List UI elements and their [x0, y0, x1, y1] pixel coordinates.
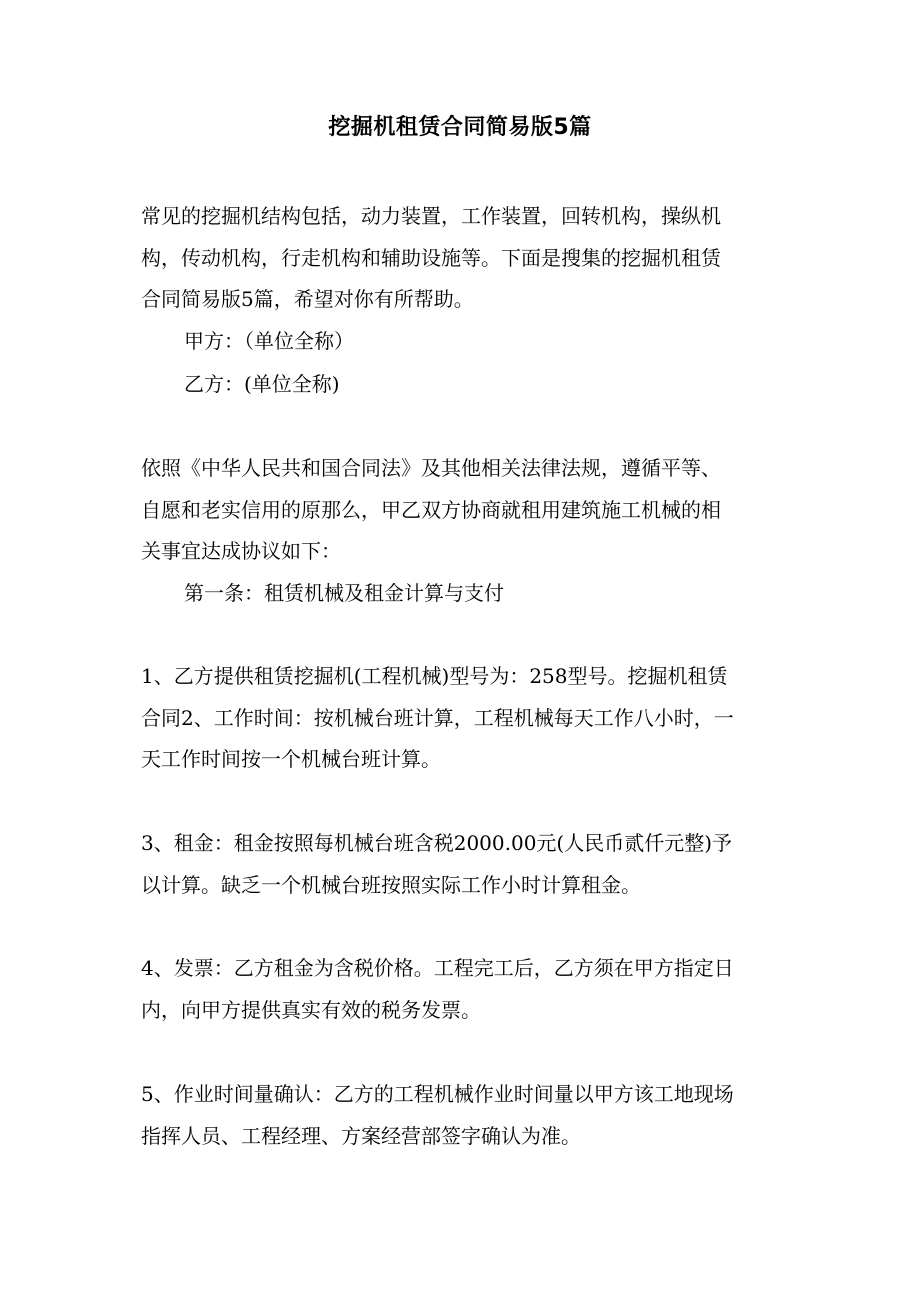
clause-line: 指挥人员、工程经理、方案经营部签字确认为准。 [141, 1123, 581, 1148]
basis-line: 关事宜达成协议如下： [141, 539, 341, 563]
clause-line: 5、作业时间量确认：乙方的工程机械作业时间量以甲方该工地现场 [141, 1082, 734, 1106]
clause-5-paragraph [141, 1074, 781, 1157]
clause-line: 4、发票：乙方租金为含税价格。工程完工后，乙方须在甲方指定日 [141, 956, 734, 980]
basis-paragraph [141, 448, 781, 573]
intro-line: 常见的挖掘机结构包括，动力装置，工作装置，回转机构，操纵机 [141, 204, 721, 228]
basis-line: 依照《中华人民共和国合同法》及其他相关法律法规，遵循平等、 [141, 456, 721, 480]
clause-1-paragraph [141, 656, 781, 781]
clause-line: 3、租金：租金按照每机械台班含税2000.00元(人民币贰仟元整)予 [141, 831, 733, 855]
clause-4-paragraph [141, 948, 781, 1031]
document-title: 挖掘机租赁合同简易版5篇 [328, 115, 592, 140]
clause-3-paragraph [141, 823, 781, 906]
intro-line: 合同简易版5篇，希望对你有所帮助。 [141, 287, 474, 311]
clause-line: 1、乙方提供租赁挖掘机(工程机械)型号为：258型号。挖掘机租赁 [141, 664, 728, 688]
article-1-heading: 第一条：租赁机械及租金计算与支付 [184, 581, 504, 605]
clause-line: 天工作时间按一个机械台班计算。 [141, 747, 441, 771]
intro-paragraph [141, 196, 781, 321]
intro-line: 构，传动机构，行走机构和辅助设施等。下面是搜集的挖掘机租赁 [141, 245, 721, 270]
basis-line: 自愿和老实信用的原那么，甲乙双方协商就租用建筑施工机械的相 [141, 497, 721, 522]
clause-line: 合同2、工作时间：按机械台班计算，工程机械每天工作八小时，一 [141, 705, 734, 730]
party-a-line: 甲方：（单位全称） [184, 329, 354, 353]
clause-line: 内，向甲方提供真实有效的税务发票。 [141, 997, 481, 1022]
party-b-line: 乙方：(单位全称) [184, 372, 340, 396]
clause-line: 以计算。缺乏一个机械台班按照实际工作小时计算租金。 [141, 872, 641, 897]
